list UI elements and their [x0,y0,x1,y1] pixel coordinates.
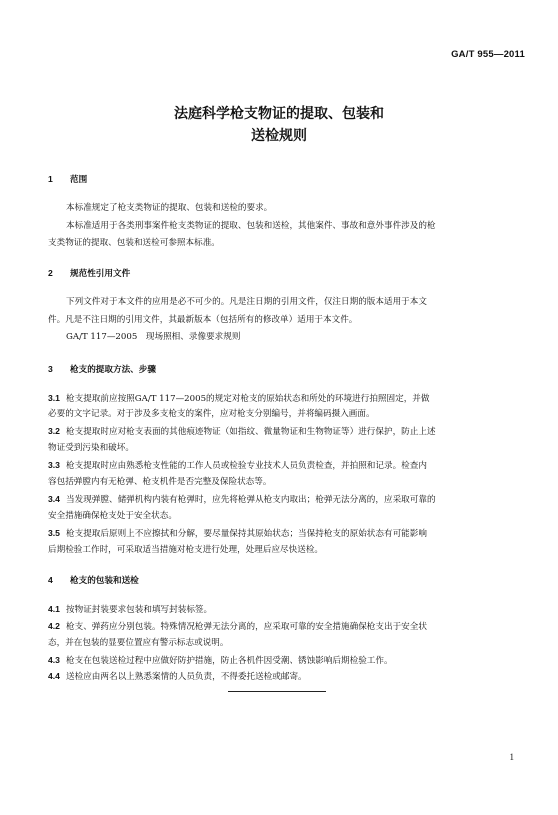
clause-text: 枪支提取前应按照GA/T 117—2005的规定对枪支的原始状态和所处的环境进行拍照固定，并做 [66,394,430,404]
clause-text: 枪支提取时应对枪支表面的其他痕迹物证（如指纹、微量物证和生物物证等）进行保护，防止上述 [66,427,436,437]
reference-entry: GA/T 117—2005 现场照相、录像要求规则 [66,332,241,342]
title-line-2: 送检规则 [251,128,307,144]
clause-text: 枪支提取后原则上不应擦拭和分解，要尽量保持其原始状态；当保持枪支的原始状态有可能影响 [66,529,427,539]
section-number: 2 [48,268,53,278]
clause-3-2-cont: 物证受到污染和破坏。 [48,443,134,453]
clause-3-1-cont: 必要的文字记录。对于涉及多支枪支的案件，应对枪支分别编号，并将编码摄入画面。 [48,409,375,419]
title-line-1: 法庭科学枪支物证的提取、包装和 [174,106,384,122]
clause-4-3-line [48,655,510,667]
paragraph-line: 本标准适用于各类刑事案件枪支类物证的提取、包装和送检，其他案件、事故和意外事件涉及的枪 [66,221,436,231]
clause-number: 4.2 [48,621,60,631]
clause-3-5-cont: 后期检验工作时，可采取适当措施对枪支进行处理，处理后应尽快送检。 [48,545,324,555]
standard-code: GA/T 955—2011 [451,49,525,60]
section-4-heading [48,574,139,586]
page-title [0,103,558,147]
section-number: 4 [48,575,53,585]
clause-number: 4.3 [48,655,60,665]
page-number: 1 [509,752,514,762]
paragraph-line: 件。凡是不注日期的引用文件，其最新版本（包括所有的修改单）适用于本文件。 [48,315,358,325]
section-1-heading [48,173,87,185]
clause-4-4-line [48,671,510,683]
clause-text: 枪支在包装送检过程中应做好防护措施，防止各机件因受潮、锈蚀影响后期检验工作。 [66,656,393,666]
paragraph-line: 支类物证的提取、包装和送检可参照本标准。 [48,238,220,248]
clause-3-3-cont: 容包括弹膛内有无枪弹、枪支机件是否完整及保险状态等。 [48,477,272,487]
clause-3-2-line [48,426,510,438]
paragraph-line: 本标准规定了枪支类物证的提取、包装和送检的要求。 [66,203,273,213]
section-title: 范围 [70,175,88,185]
section-number: 3 [48,364,53,374]
clause-3-1-line [48,393,510,405]
clause-4-2-cont: 态，并在包装的显要位置应有警示标志或说明。 [48,638,229,648]
clause-text: 枪支、弹药应分别包装。特殊情况枪弹无法分离的，应采取可靠的安全措施确保枪支出于安全状 [66,622,427,632]
section-title: 枪支的提取方法、步骤 [70,365,156,375]
clause-number: 3.4 [48,494,60,504]
section-number: 1 [48,174,53,184]
clause-number: 3.1 [48,393,60,403]
clause-text: 送检应由两名以上熟悉案情的人员负责，不得委托送检或邮寄。 [66,672,307,682]
section-title: 规范性引用文件 [70,269,131,279]
clause-text: 枪支提取时应由熟悉枪支性能的工作人员或检验专业技术人员负责检查，并拍照和记录。检查内 [66,461,427,471]
paragraph-line: 下列文件对于本文件的应用是必不可少的。凡是注日期的引用文件，仅注日期的版本适用于本文 [66,297,427,307]
clause-text: 按物证封装要求包装和填写封装标签。 [66,605,213,615]
section-3-heading [48,363,156,375]
clause-number: 3.3 [48,460,60,470]
clause-3-4-cont: 安全措施确保枪支处于安全状态。 [48,511,177,521]
section-2-heading [48,267,130,279]
clause-text: 当发现弹膛、储弹机构内装有枪弹时，应先将枪弹从枪支内取出；枪弹无法分离的，应采取可靠的 [66,495,436,505]
end-divider [228,691,326,692]
clause-3-5-line [48,528,510,540]
clause-3-4-line [48,494,510,506]
clause-4-2-line [48,621,510,633]
clause-3-3-line [48,460,510,472]
clause-number: 4.4 [48,671,60,681]
clause-number: 3.2 [48,426,60,436]
clause-4-1-line [48,604,510,616]
clause-number: 4.1 [48,604,60,614]
section-title: 枪支的包装和送检 [70,576,139,586]
clause-number: 3.5 [48,528,60,538]
